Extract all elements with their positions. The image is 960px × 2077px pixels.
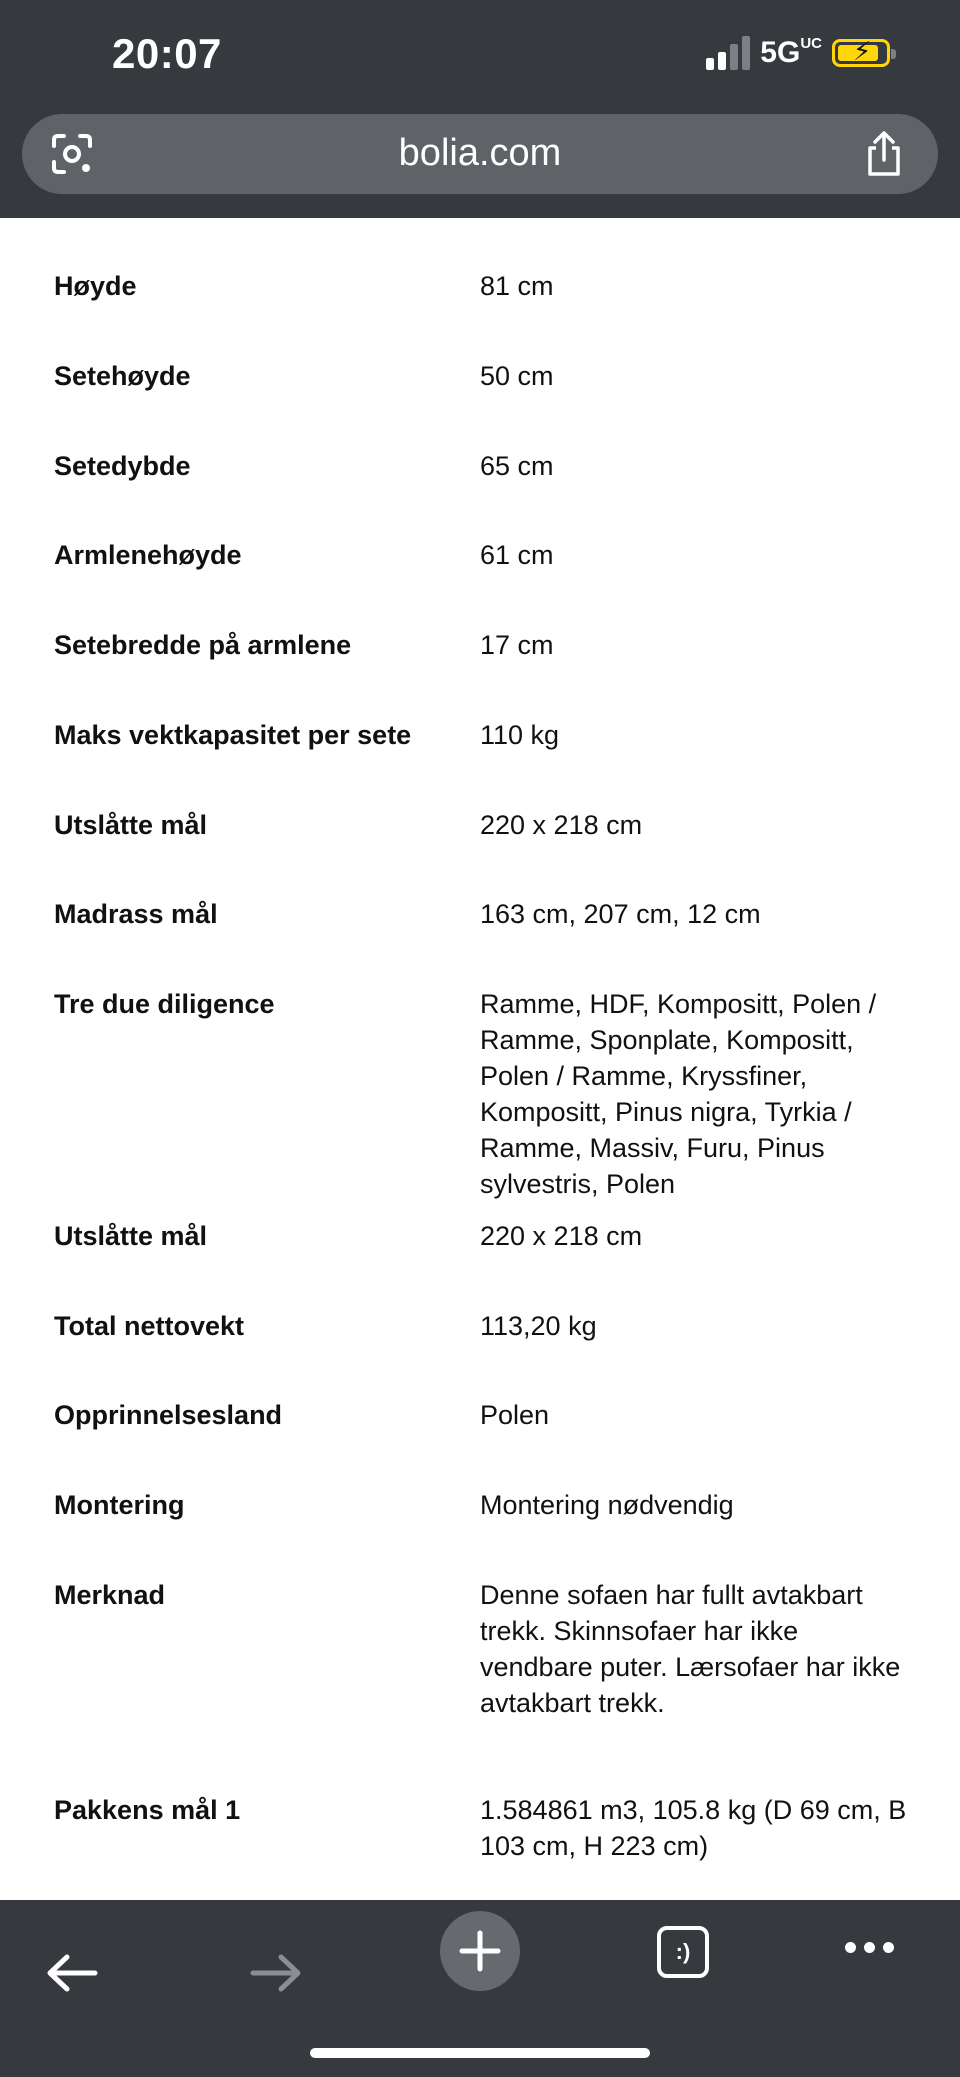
- signal-strength-icon: [706, 36, 750, 70]
- spec-label: Total nettovekt: [54, 1311, 245, 1341]
- spec-value: Denne sofaen har fullt avtakbart trekk. Skinnsofaer har ikke vendbare puter. Lærsofaer har ikke avtakbart trekk.: [480, 1580, 901, 1718]
- address-bar[interactable]: [22, 114, 938, 194]
- browser-top-bar: [0, 0, 960, 218]
- spec-value: 81 cm: [480, 271, 554, 301]
- forward-button[interactable]: [246, 1948, 306, 1998]
- plus-icon: [458, 1929, 502, 1973]
- spec-label: Høyde: [54, 271, 137, 301]
- battery-charging-icon: ⚡: [832, 39, 890, 67]
- spec-label: Setebredde på armlene: [54, 630, 352, 660]
- spec-label: Opprinnelsesland: [54, 1400, 283, 1430]
- spec-label: Tre due diligence: [54, 989, 275, 1019]
- ellipsis-icon[interactable]: [845, 1942, 894, 1953]
- spec-value: Montering nødvendig: [480, 1490, 734, 1520]
- spec-label: Setehøyde: [54, 361, 191, 391]
- spec-label: Setedybde: [54, 451, 191, 481]
- arrow-left-icon: [45, 1953, 99, 1993]
- spec-value: 220 x 218 cm: [480, 1221, 643, 1251]
- home-indicator: [310, 2048, 650, 2058]
- spec-value: Ramme, HDF, Kompositt, Polen / Ramme, Sponplate, Kompositt, Polen / Ramme, Kryssfiner, Kompositt, Pinus nigra, Tyrkia / Ramme, Massiv, Furu, Pinus sylvestris, Polen: [480, 989, 877, 1199]
- network-type: $5G^{UC}$: [760, 35, 822, 69]
- spec-value: 163 cm, 207 cm, 12 cm: [480, 899, 761, 929]
- spec-label: Utslåtte mål: [54, 810, 208, 840]
- spec-value: 113,20 kg: [480, 1311, 597, 1341]
- spec-label: Montering: [54, 1490, 185, 1520]
- spec-value: 220 x 218 cm: [480, 810, 643, 840]
- spec-label: Utslåtte mål: [54, 1221, 208, 1251]
- status-indicators: [706, 36, 890, 70]
- spec-label: Armlenehøyde: [54, 540, 242, 570]
- spec-value: Polen: [480, 1400, 550, 1430]
- spec-value: 61 cm: [480, 540, 554, 570]
- browser-bottom-toolbar: [0, 1900, 960, 2077]
- spec-label: Madrass mål: [54, 899, 218, 929]
- spec-value: 1.584861 m3, 105.8 kg (D 69 cm, B 103 cm, H 223 cm): [480, 1795, 907, 1861]
- spec-value: 50 cm: [480, 361, 554, 391]
- tabs-button[interactable]: :): [657, 1926, 709, 1978]
- spec-label: Pakkens mål 1: [54, 1795, 241, 1825]
- spec-value: 65 cm: [480, 451, 554, 481]
- spec-value: 110 kg: [480, 720, 560, 750]
- spec-label: Maks vektkapasitet per sete: [54, 720, 412, 750]
- share-icon[interactable]: [862, 130, 906, 178]
- spec-value: 17 cm: [480, 630, 554, 660]
- spec-label: Merknad: [54, 1580, 166, 1610]
- back-button[interactable]: [42, 1948, 102, 1998]
- url-text[interactable]: bolia.com: [398, 132, 562, 174]
- new-tab-button[interactable]: [440, 1911, 520, 1991]
- status-time: 20:07: [112, 30, 222, 77]
- arrow-right-icon: [249, 1953, 303, 1993]
